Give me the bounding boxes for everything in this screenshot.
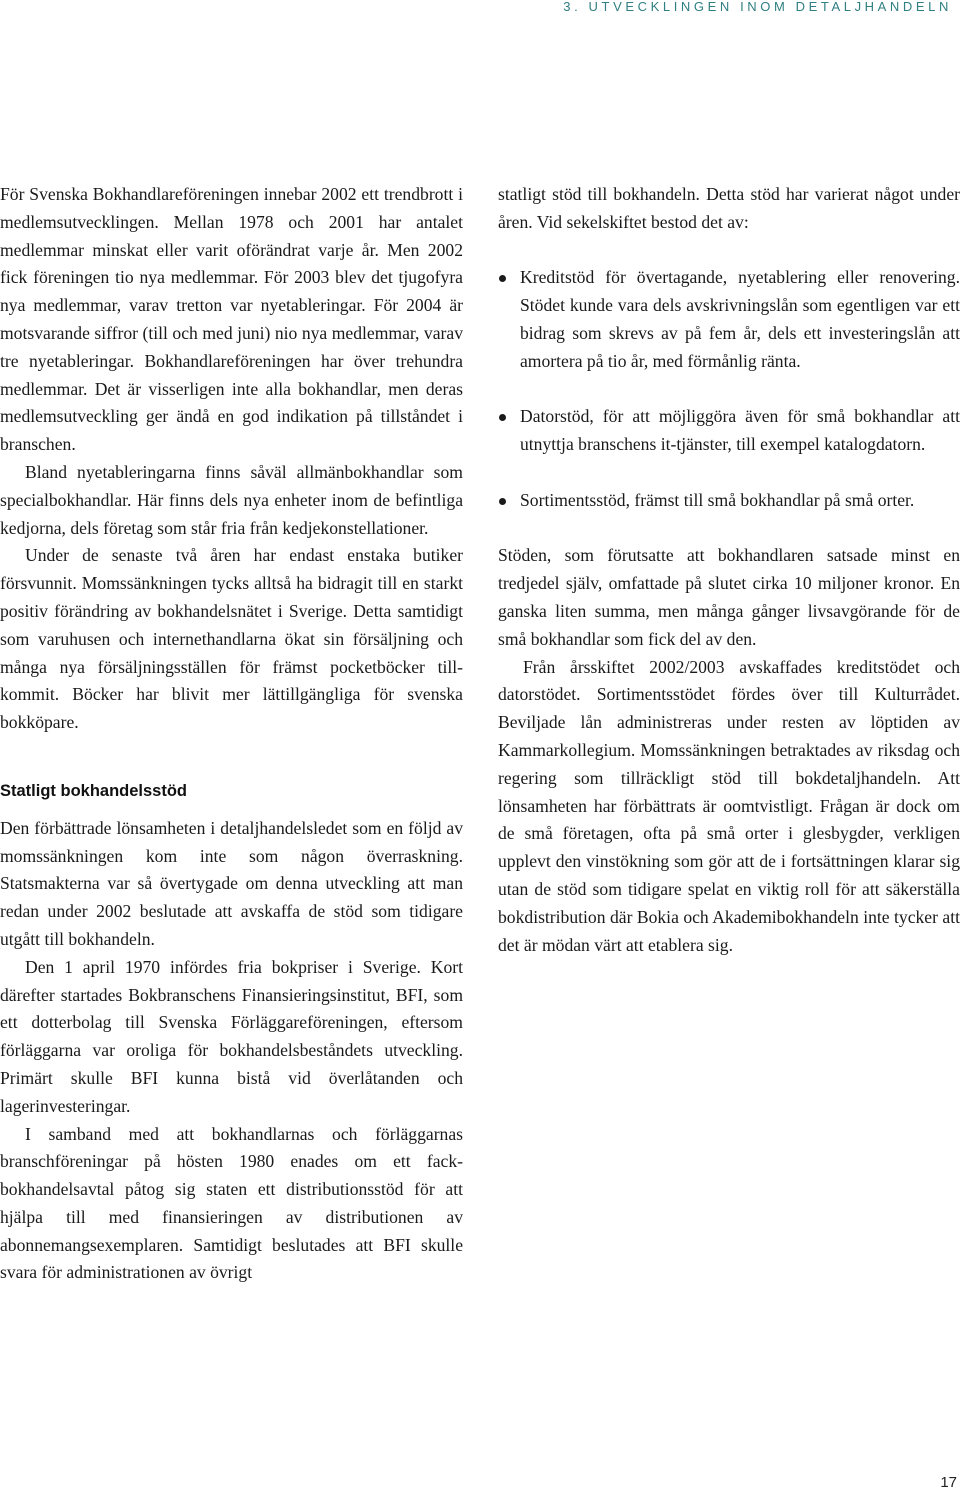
body-paragraph: För Svenska Bokhandlareföreningen innebar 2002 ett trendbrott i medlemsutvecklingen. Mellan 1978 och 2001 har antalet medlemmar minskat eller varit oförändrat varje år. Men 2002 fick föreningen tio nya medlemmar. För 2003 blev det tjugofyra nya medlemmar, varav tretton var nyetableringar. För 2004 är motsvarande siffror (till och med juni) nio nya medlemmar, varav tre nyetableringar. Bokhandlareföreningen har över trehundra medlemmar. Det är visserligen inte alla bokhandlar, men deras medlemsutveckling ger ändå en god indikation på tillståndet i branschen. [0,184,463,455]
support-list [498,264,960,514]
list-item-text: Kreditstöd för övertagande, nyetablering eller renovering. Stödet kunde vara dels avskrivningslån som egentligen var ett bidrag som skrevs av på fem år, dels ett investeringslån att amortera på tio år, med förmånlig ränta. [520,267,960,371]
bullet-icon [499,414,506,421]
bullet-icon [499,275,506,282]
body-paragraph: Den 1 april 1970 infördes fria bokpriser i Sverige. Kort därefter startades Bokbranschens Finansieringsinstitut, BFI, som ett dotterbolag till Svenska Förläggareföreningen, eftersom förläggarna var oroliga för bokhandelsbeståndets utveckling. Primärt skulle BFI kunna bistå vid överlåtanden och lagerinvesteringar. [0,956,463,1116]
list-item-text: Sortimentsstöd, främst till små bokhandlar på små orter. [520,489,915,510]
body-paragraph: statligt stöd till bokhandeln. Detta stöd har varierat något under åren. Vid sekelskiftet bestod det av: [498,184,960,232]
body-paragraph: Från årsskiftet 2002/2003 avskaffades kreditstödet och datorstödet. Sortimentsstödet fördes över till Kulturrådet. Beviljade lån administreras under resten av löptiden av Kammarkollegium. Momssänkningen betraktades av riksdag och regering som tillräckligt stöd till bokdetaljhandeln. Att lönsamheten har förbättrats är oomtvistligt. Frågan är dock om de små företagen, ofta på små orter i glesbygder, verkligen upplevt den vinstökning som gör att de i fortsättningen klarar sig utan de stöd som tidigare spelat en viktig roll för att säkerställa bokdistribution där Bokia och Akademibokhandeln inte tycker att det är mödan värt att etablera sig. [498,656,960,955]
body-paragraph: I samband med att bokhandlarnas och förläggarnas branschföreningar på hösten 1980 enades om ett fackbokhandelsavtal påtog sig staten ett distributionsstöd för att hjälpa till med finansieringen av distributionen av abonnemangsexemplaren. Samtidigt beslutades att BFI skulle svara för administrationen av övrigt [0,1123,463,1283]
list-item [498,487,960,515]
list-item-text: Datorstöd, för att möjliggöra även för små bokhandlar att utnyttja branschens it-tjänster, till exempel katalogdatorn. [520,406,960,455]
left-column [0,181,463,1287]
page-number: 17 [940,1474,957,1491]
body-paragraph: Under de senaste två åren har endast enstaka butiker försvunnit. Momssänkningen tycks alltså ha bidragit till en starkt positiv förändring av bokhandelsnätet i Sverige. Detta samtidigt som varuhusen och internethandlarna ökat sin försäljning och många nya försäljningsställen för främst pocketböcker tillkommit. Böcker har blivit mer lättillgängliga för svenska bokköpare. [0,545,463,733]
right-column [498,181,960,959]
body-paragraph: Bland nyetableringarna finns såväl allmänbokhandlar som specialbokhandlar. Här finns dels nya enheter inom de befintliga kedjorna, dels företag som står fria från kedjekonstellationer. [0,461,463,538]
chapter-header: 3. UTVECKLINGEN INOM DETALJHANDELN [563,0,952,14]
section-heading: Statligt bokhandelsstöd [0,781,188,800]
list-item [498,403,960,459]
body-paragraph: Stöden, som förutsatte att bokhandlaren satsade minst en tredjedel själv, omfattade på slutet cirka 10 miljoner kronor. En ganska liten summa, men många gånger livsavgörande för de små bokhandlar som fick del av den. [498,545,960,649]
list-item [498,264,960,375]
bullet-icon [499,498,506,505]
body-paragraph: Den förbättrade lönsamheten i detaljhandelsledet som en följd av momssänkningen kom inte som någon överraskning. Statsmakterna var så övertygade om denna utveckling att man redan under 2002 beslutade att avskaffa de stöd som tidigare utgått till bokhandeln. [0,817,463,949]
